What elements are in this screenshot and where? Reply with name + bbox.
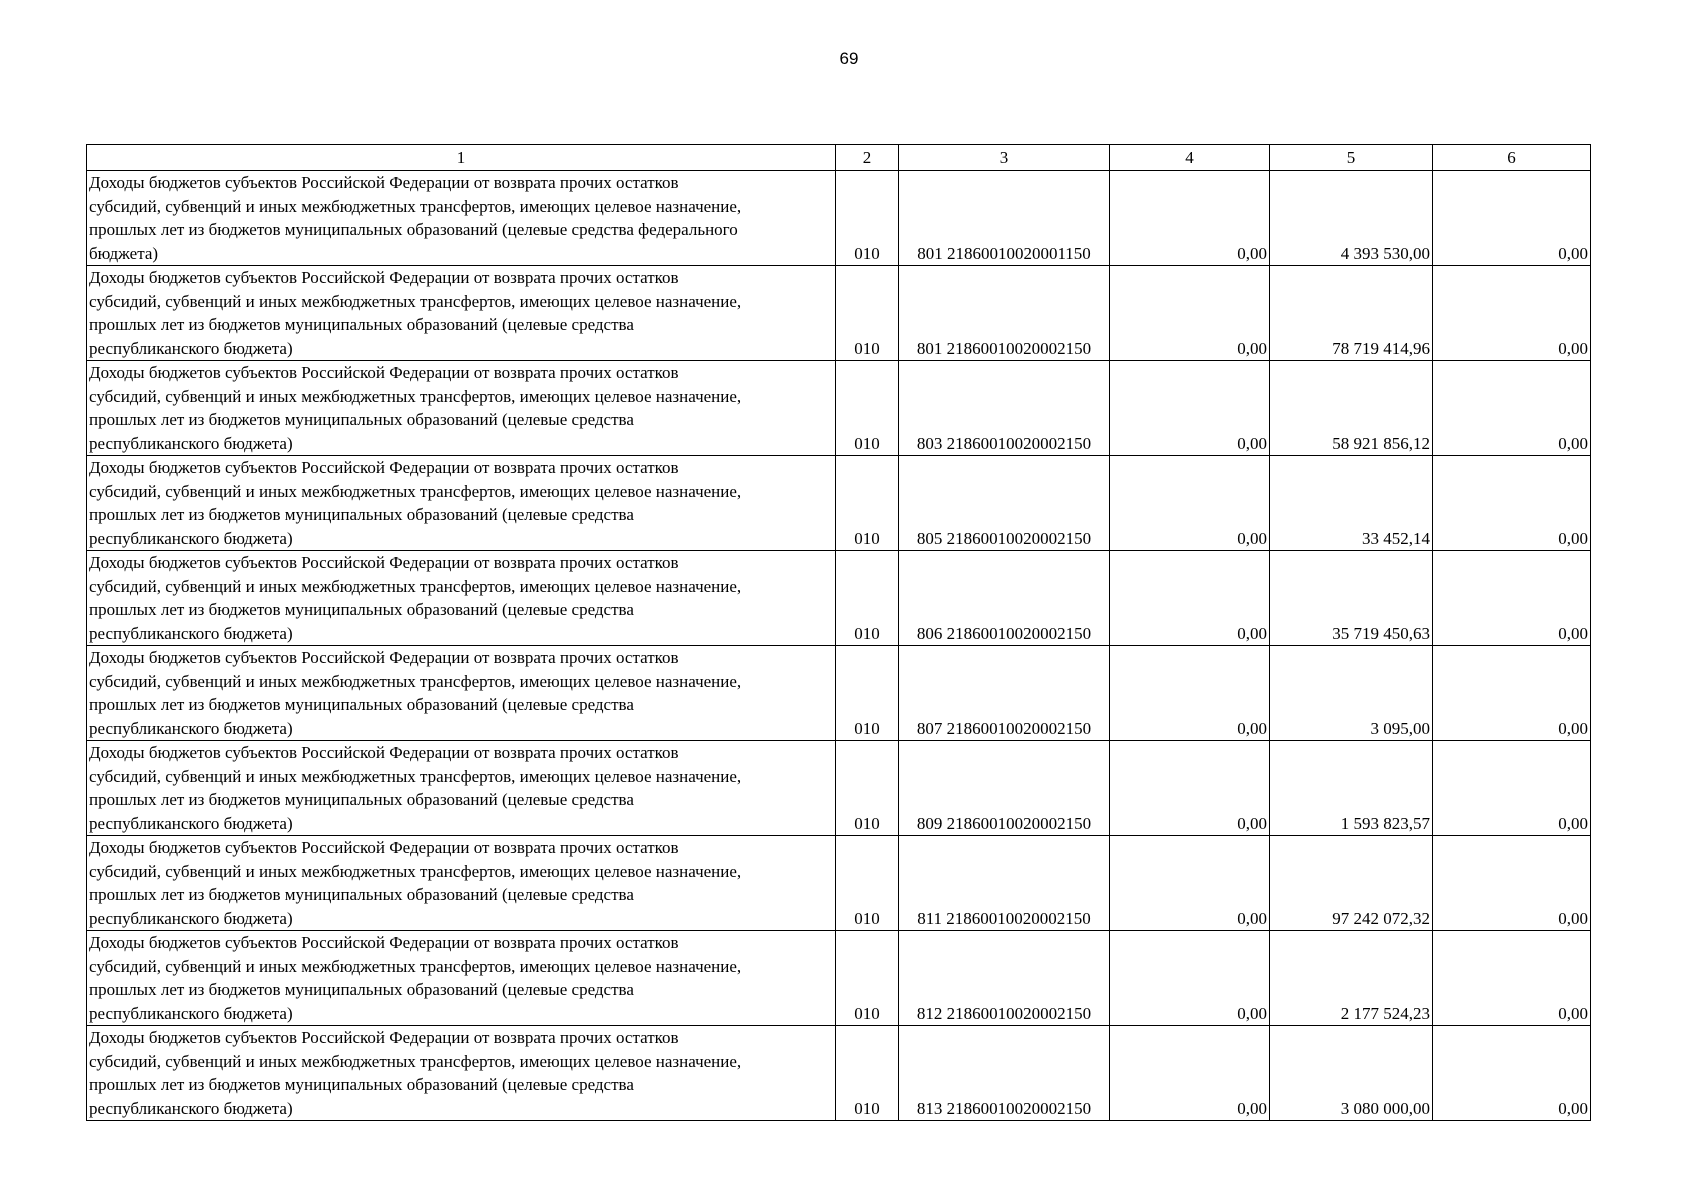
budget-classification-code: 805 21860010020002150 — [899, 456, 1110, 551]
description-line: республиканского бюджета) — [89, 433, 293, 453]
table-row — [87, 361, 1591, 456]
budget-classification-code: 809 21860010020002150 — [899, 741, 1110, 836]
value-column-5: 97 242 072,32 — [1270, 836, 1433, 931]
description-line: Доходы бюджетов субъектов Российской Федерации от возврата прочих остатков — [89, 838, 679, 857]
description-line: субсидий, субвенций и иных межбюджетных трансфертов, имеющих целевое назначение, — [89, 1051, 742, 1071]
column-header-3: 3 — [899, 145, 1110, 171]
description-line: Доходы бюджетов субъектов Российской Федерации от возврата прочих остатков — [89, 553, 679, 572]
description-line: прошлых лет из бюджетов муниципальных образований (целевые средства — [89, 885, 634, 904]
value-column-4: 0,00 — [1110, 456, 1270, 551]
value-column-5: 2 177 524,23 — [1270, 931, 1433, 1026]
value-column-5: 33 452,14 — [1270, 456, 1433, 551]
value-column-5: 1 593 823,57 — [1270, 741, 1433, 836]
table-row — [87, 456, 1591, 551]
description-line: Доходы бюджетов субъектов Российской Федерации от возврата прочих остатков — [89, 173, 679, 192]
value-column-4: 0,00 — [1110, 836, 1270, 931]
description-line: субсидий, субвенций и иных межбюджетных трансфертов, имеющих целевое назначение, — [89, 291, 742, 311]
budget-classification-code: 803 21860010020002150 — [899, 361, 1110, 456]
value-column-5: 3 080 000,00 — [1270, 1026, 1433, 1121]
budget-classification-code: 812 21860010020002150 — [899, 931, 1110, 1026]
header-row — [87, 145, 1591, 171]
revenue-description — [87, 1026, 836, 1121]
revenue-description — [87, 931, 836, 1026]
value-column-4: 0,00 — [1110, 266, 1270, 361]
description-line: бюджета) — [89, 243, 159, 263]
description-line: субсидий, субвенций и иных межбюджетных трансфертов, имеющих целевое назначение, — [89, 766, 742, 786]
description-line: республиканского бюджета) — [89, 1003, 293, 1023]
description-line: республиканского бюджета) — [89, 718, 293, 738]
description-line: субсидий, субвенций и иных межбюджетных трансфертов, имеющих целевое назначение, — [89, 386, 742, 406]
table-row — [87, 646, 1591, 741]
description-line: прошлых лет из бюджетов муниципальных образований (целевые средства — [89, 410, 634, 429]
revenue-description — [87, 836, 836, 931]
value-column-6: 0,00 — [1433, 1026, 1591, 1121]
budget-classification-code: 801 21860010020002150 — [899, 266, 1110, 361]
description-line: прошлых лет из бюджетов муниципальных образований (целевые средства — [89, 505, 634, 524]
line-code: 010 — [836, 171, 899, 266]
description-line: республиканского бюджета) — [89, 623, 293, 643]
budget-revenue-table — [86, 144, 1591, 1121]
page-number: 69 — [839, 49, 859, 68]
column-header-2: 2 — [836, 145, 899, 171]
description-line: Доходы бюджетов субъектов Российской Федерации от возврата прочих остатков — [89, 933, 679, 952]
line-code: 010 — [836, 456, 899, 551]
table-row — [87, 1026, 1591, 1121]
description-line: субсидий, субвенций и иных межбюджетных трансфертов, имеющих целевое назначение, — [89, 481, 742, 501]
table-row — [87, 171, 1591, 266]
description-line: Доходы бюджетов субъектов Российской Федерации от возврата прочих остатков — [89, 363, 679, 382]
value-column-5: 78 719 414,96 — [1270, 266, 1433, 361]
budget-classification-code: 813 21860010020002150 — [899, 1026, 1110, 1121]
table-row — [87, 741, 1591, 836]
budget-classification-code: 811 21860010020002150 — [899, 836, 1110, 931]
table-row — [87, 551, 1591, 646]
line-code: 010 — [836, 551, 899, 646]
description-line: республиканского бюджета) — [89, 338, 293, 358]
table-row — [87, 931, 1591, 1026]
value-column-5: 58 921 856,12 — [1270, 361, 1433, 456]
line-code: 010 — [836, 836, 899, 931]
description-line: субсидий, субвенций и иных межбюджетных трансфертов, имеющих целевое назначение, — [89, 671, 742, 691]
value-column-6: 0,00 — [1433, 836, 1591, 931]
value-column-4: 0,00 — [1110, 171, 1270, 266]
description-line: прошлых лет из бюджетов муниципальных образований (целевые средства — [89, 315, 634, 334]
description-line: республиканского бюджета) — [89, 813, 293, 833]
table-row — [87, 266, 1591, 361]
line-code: 010 — [836, 741, 899, 836]
description-line: прошлых лет из бюджетов муниципальных образований (целевые средства — [89, 600, 634, 619]
line-code: 010 — [836, 646, 899, 741]
value-column-6: 0,00 — [1433, 361, 1591, 456]
value-column-4: 0,00 — [1110, 931, 1270, 1026]
line-code: 010 — [836, 1026, 899, 1121]
budget-classification-code: 807 21860010020002150 — [899, 646, 1110, 741]
column-header-1: 1 — [87, 145, 836, 171]
line-code: 010 — [836, 266, 899, 361]
description-line: прошлых лет из бюджетов муниципальных образований (целевые средства — [89, 1075, 634, 1094]
description-line: республиканского бюджета) — [89, 908, 293, 928]
revenue-description — [87, 361, 836, 456]
revenue-description — [87, 741, 836, 836]
budget-classification-code: 801 21860010020001150 — [899, 171, 1110, 266]
revenue-description — [87, 171, 836, 266]
line-code: 010 — [836, 361, 899, 456]
description-line: прошлых лет из бюджетов муниципальных образований (целевые средства — [89, 980, 634, 999]
value-column-4: 0,00 — [1110, 361, 1270, 456]
value-column-4: 0,00 — [1110, 646, 1270, 741]
value-column-6: 0,00 — [1433, 456, 1591, 551]
description-line: субсидий, субвенций и иных межбюджетных трансфертов, имеющих целевое назначение, — [89, 861, 742, 881]
value-column-6: 0,00 — [1433, 171, 1591, 266]
value-column-6: 0,00 — [1433, 551, 1591, 646]
value-column-5: 35 719 450,63 — [1270, 551, 1433, 646]
value-column-4: 0,00 — [1110, 1026, 1270, 1121]
description-line: Доходы бюджетов субъектов Российской Федерации от возврата прочих остатков — [89, 268, 679, 287]
value-column-5: 4 393 530,00 — [1270, 171, 1433, 266]
description-line: Доходы бюджетов субъектов Российской Федерации от возврата прочих остатков — [89, 743, 679, 762]
column-header-4: 4 — [1110, 145, 1270, 171]
description-line: Доходы бюджетов субъектов Российской Федерации от возврата прочих остатков — [89, 648, 679, 667]
revenue-description — [87, 646, 836, 741]
value-column-6: 0,00 — [1433, 266, 1591, 361]
description-line: Доходы бюджетов субъектов Российской Федерации от возврата прочих остатков — [89, 458, 679, 477]
revenue-description — [87, 266, 836, 361]
description-line: субсидий, субвенций и иных межбюджетных трансфертов, имеющих целевое назначение, — [89, 196, 742, 216]
description-line: прошлых лет из бюджетов муниципальных образований (целевые средства — [89, 790, 634, 809]
value-column-6: 0,00 — [1433, 741, 1591, 836]
description-line: субсидий, субвенций и иных межбюджетных трансфертов, имеющих целевое назначение, — [89, 956, 742, 976]
value-column-6: 0,00 — [1433, 646, 1591, 741]
revenue-description — [87, 456, 836, 551]
column-header-6: 6 — [1433, 145, 1591, 171]
value-column-4: 0,00 — [1110, 551, 1270, 646]
value-column-4: 0,00 — [1110, 741, 1270, 836]
column-header-5: 5 — [1270, 145, 1433, 171]
description-line: Доходы бюджетов субъектов Российской Федерации от возврата прочих остатков — [89, 1028, 679, 1047]
value-column-6: 0,00 — [1433, 931, 1591, 1026]
budget-classification-code: 806 21860010020002150 — [899, 551, 1110, 646]
description-line: республиканского бюджета) — [89, 528, 293, 548]
description-line: республиканского бюджета) — [89, 1098, 293, 1118]
description-line: субсидий, субвенций и иных межбюджетных трансфертов, имеющих целевое назначение, — [89, 576, 742, 596]
description-line: прошлых лет из бюджетов муниципальных образований (целевые средства федерального — [89, 220, 738, 239]
value-column-5: 3 095,00 — [1270, 646, 1433, 741]
description-line: прошлых лет из бюджетов муниципальных образований (целевые средства — [89, 695, 634, 714]
revenue-description — [87, 551, 836, 646]
table-row — [87, 836, 1591, 931]
line-code: 010 — [836, 931, 899, 1026]
